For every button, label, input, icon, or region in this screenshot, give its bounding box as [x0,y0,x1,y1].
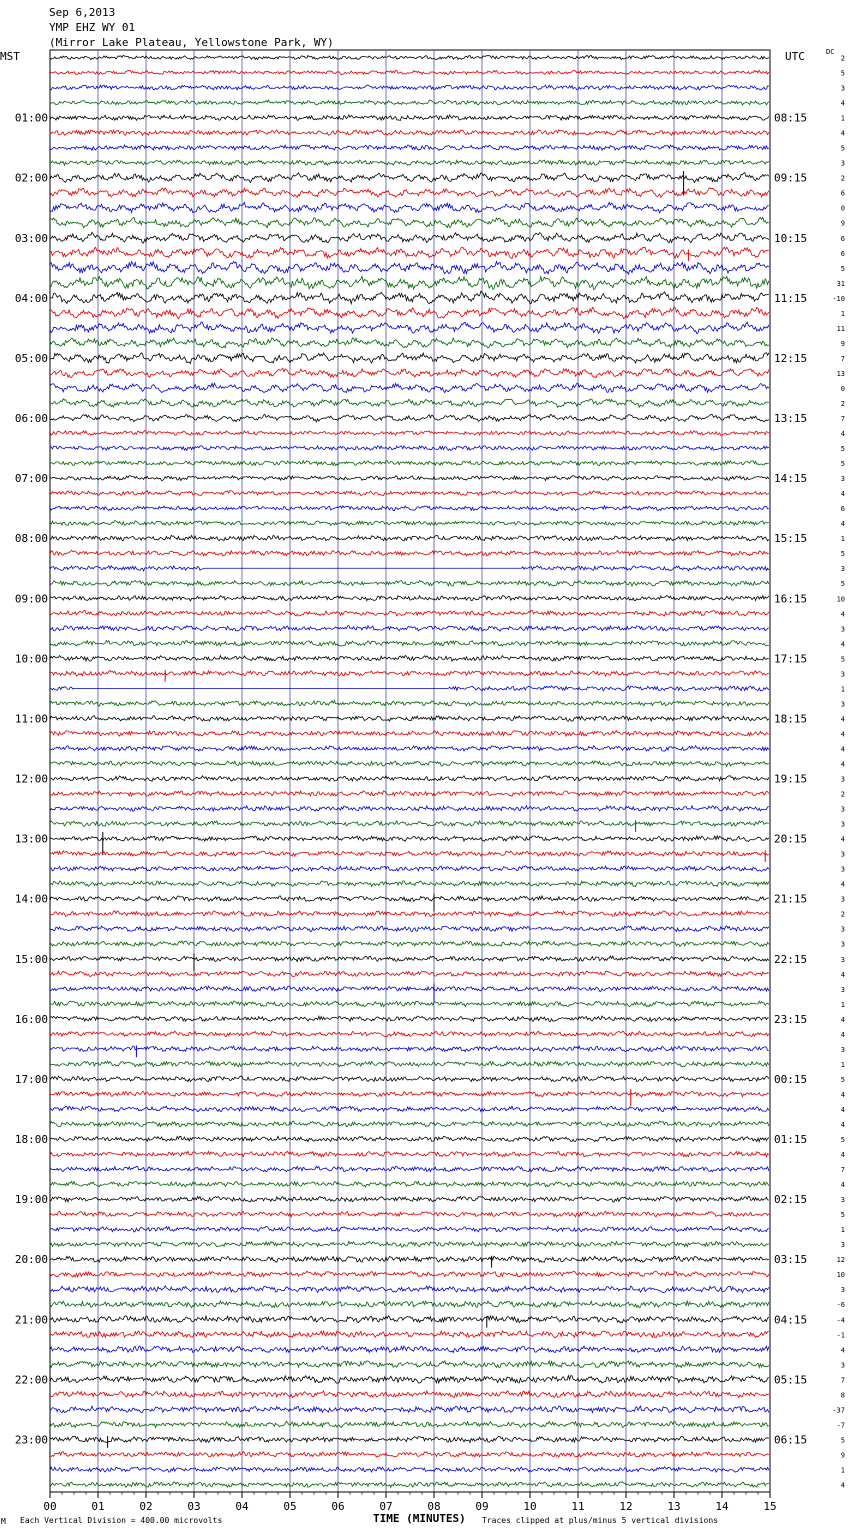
trace-row [50,1467,769,1472]
utc-hour-label: 14:15 [774,472,808,486]
dc-offset-value: 10 [836,1271,845,1280]
utc-hour-label: 10:15 [774,231,808,245]
dc-offset-value: 5 [840,1436,845,1445]
dc-offset-value: 4 [840,1120,845,1129]
mst-hour-label: 10:00 [14,652,48,666]
trace-row [50,399,769,407]
trace-row [50,307,769,319]
dc-offset-value: 8 [840,1391,845,1400]
trace-row [50,701,769,707]
trace-row [50,1016,769,1022]
trace-row [50,1211,769,1217]
utc-hour-label: 00:15 [774,1072,808,1086]
dc-offset-value: 2 [840,910,845,919]
dc-offset-value: 4 [840,1015,845,1024]
dc-offset-value: 4 [840,640,845,649]
dc-offset-value: 4 [840,1151,845,1160]
trace-row [50,881,769,887]
axis-labels [15,55,845,1513]
dc-offset-value: 4 [840,1105,845,1114]
dc-offset-value: 4 [840,1481,845,1490]
trace-row [50,1121,769,1127]
dc-offset-value: 3 [840,775,845,784]
trace-row [50,956,769,962]
x-tick-label: 08 [427,1500,441,1513]
dc-offset-value: 4 [840,715,845,724]
dc-offset-value: -4 [836,1316,845,1325]
station-code: YMP EHZ WY 01 [49,21,136,34]
trace-row [50,276,769,289]
trace-row [50,1301,769,1308]
dc-offset-value: 11 [836,324,845,333]
dc-offset-value: 2 [840,790,845,799]
x-tick-label: 10 [523,1500,537,1513]
dc-offset-value: 4 [840,490,845,499]
dc-offset-value: 4 [840,1090,845,1099]
dc-offset-value: 5 [840,580,845,589]
dc-offset-value: 3 [840,850,845,859]
trace-row [50,535,769,541]
trace-row [50,461,769,466]
dc-offset-value: 3 [840,84,845,93]
trace-row [50,1241,769,1247]
x-tick-label: 13 [667,1500,681,1513]
dc-offset-value: 7 [840,354,845,363]
trace-row [50,941,769,947]
dc-offset-value: -37 [832,1406,845,1415]
dc-offset-value: 9 [840,219,845,228]
trace-row [50,383,769,392]
mst-hour-label: 18:00 [14,1133,48,1147]
dc-offset-value: 1 [840,1000,845,1009]
trace-row [50,1196,769,1201]
trace-row [50,640,769,646]
mst-hour-label: 14:00 [14,892,48,906]
corner-mark: M [1,1517,6,1526]
trace-row [50,1076,769,1082]
dc-offset-value: 4 [840,1346,845,1355]
mst-hour-label: 03:00 [14,231,48,245]
utc-hour-label: 16:15 [774,592,808,606]
x-tick-label: 06 [331,1500,345,1513]
dc-offset-value: 3 [840,1045,845,1054]
trace-row [50,70,769,74]
dc-offset-value: 31 [836,279,845,288]
dc-offset-value: 3 [840,1361,845,1370]
trace-row [50,1031,769,1037]
trace-row [50,1331,769,1338]
trace-row [50,446,769,451]
trace-row [50,1136,769,1142]
trace-row [50,1391,769,1398]
dc-offset-value: 1 [840,535,845,544]
dc-offset-value: 7 [840,1376,845,1385]
trace-row [50,671,769,677]
dc-offset-value: 9 [840,339,845,348]
dc-offset-value: 3 [840,925,845,934]
utc-hour-label: 09:15 [774,171,808,185]
dc-offset-value: 0 [840,204,845,213]
x-tick-label: 03 [187,1500,201,1513]
trace-row [50,926,769,932]
mst-hour-label: 15:00 [14,952,48,966]
trace-row [50,806,769,811]
utc-hour-label: 18:15 [774,712,808,726]
dc-offset-value: 5 [840,144,845,153]
station-location: (Mirror Lake Plateau, Yellowstone Park, WY) [49,36,334,49]
trace-row [50,550,769,556]
mst-hour-label: 22:00 [14,1373,48,1387]
x-tick-label: 07 [379,1500,393,1513]
trace-row [50,821,769,826]
utc-hour-label: 23:15 [774,1012,808,1026]
trace-row [50,566,769,571]
trace-row [50,414,769,422]
trace-row [50,1166,769,1172]
utc-hour-label: 19:15 [774,772,808,786]
x-tick-label: 05 [283,1500,297,1513]
trace-row [50,232,769,243]
mst-hour-label: 12:00 [14,772,48,786]
x-axis-title: TIME (MINUTES) [373,1512,466,1525]
trace-row [50,776,769,782]
dc-offset-value: 3 [840,1241,845,1250]
trace-row [50,866,769,871]
dc-offset-value: 4 [840,520,845,529]
mst-hour-label: 20:00 [14,1253,48,1267]
utc-hour-label: 05:15 [774,1373,808,1387]
dc-offset-value: 5 [840,1136,845,1145]
trace-row [50,85,769,90]
dc-offset-value: 5 [840,1075,845,1084]
utc-hour-label: 02:15 [774,1193,808,1207]
x-tick-label: 12 [619,1500,633,1513]
utc-hour-label: 20:15 [774,832,808,846]
dc-offset-value: 4 [840,745,845,754]
trace-row [50,746,769,751]
mst-hour-label: 05:00 [14,351,48,365]
trace-row [50,581,769,587]
trace-row [50,791,769,796]
dc-offset-value: 6 [840,249,845,258]
dc-offset-value: 5 [840,655,845,664]
trace-row [50,291,769,303]
trace-row [50,145,769,150]
utc-hour-label: 04:15 [774,1313,808,1327]
dc-offset-value: 1 [840,309,845,318]
scale-note: Each Vertical Division = 400.00 microvolts [20,1516,223,1525]
trace-row [50,896,769,902]
trace-row [50,596,769,601]
trace-row [50,1482,769,1488]
dc-offset-value: 9 [840,1451,845,1460]
left-timezone-label: MST [0,50,20,63]
mst-hour-label: 16:00 [14,1012,48,1026]
trace-row [50,1061,769,1066]
dc-offset-value: 5 [840,445,845,454]
x-tick-label: 02 [139,1500,153,1513]
trace-row [50,851,769,856]
dc-offset-value: 5 [840,460,845,469]
dc-offset-value: 3 [840,625,845,634]
trace-row [50,353,769,364]
trace-row [50,911,769,917]
mst-hour-label: 09:00 [14,592,48,606]
trace-row [50,160,769,165]
trace-row [50,115,769,121]
dc-offset-value: 6 [840,505,845,514]
dc-offset-value: 4 [840,1181,845,1190]
mst-hour-label: 01:00 [14,111,48,125]
dc-offset-value: 5 [840,550,845,559]
trace-row [50,1271,769,1277]
mst-hour-label: 08:00 [14,532,48,546]
trace-row [50,130,769,136]
dc-offset-value: 7 [840,1166,845,1175]
dc-offset-value: 4 [840,835,845,844]
trace-row [50,100,769,105]
mst-hour-label: 06:00 [14,412,48,426]
dc-offset-value: -1 [836,1331,845,1340]
mst-hour-label: 23:00 [14,1433,48,1447]
dc-offset-value: 4 [840,970,845,979]
trace-row [50,202,769,212]
utc-hour-label: 21:15 [774,892,808,906]
trace-row [50,338,769,348]
trace-row [50,1316,769,1323]
right-timezone-label: UTC [785,50,805,63]
dc-offset-value: 4 [840,760,845,769]
trace-row [50,188,769,197]
trace-row [50,1151,769,1157]
trace-row [50,716,769,721]
dc-offset-value: 3 [840,985,845,994]
dc-offset-value: 5 [840,69,845,78]
utc-hour-label: 22:15 [774,952,808,966]
dc-offset-value: 5 [840,264,845,273]
dc-offset-value: 0 [840,384,845,393]
trace-row [50,247,769,258]
seismic-traces [50,55,769,1487]
trace-row [50,731,769,737]
mst-hour-label: 13:00 [14,832,48,846]
trace-row [50,55,769,59]
utc-hour-label: 08:15 [774,111,808,125]
trace-row [50,1346,769,1353]
trace-row [50,626,769,632]
trace-row [50,1421,769,1427]
trace-row [50,836,769,842]
x-tick-label: 00 [43,1500,57,1513]
utc-hour-label: 01:15 [774,1133,808,1147]
trace-row [50,217,769,227]
dc-offset-value: 3 [840,565,845,574]
utc-hour-label: 13:15 [774,412,808,426]
dc-offset-value: 13 [836,369,845,378]
dc-offset-value: 4 [840,430,845,439]
dc-offset-value: -7 [836,1421,845,1430]
dc-offset-value: 3 [840,159,845,168]
dc-offset-value: -10 [832,294,845,303]
dc-offset-value: 7 [840,415,845,424]
trace-row [50,1001,769,1007]
dc-offset-value: 6 [840,234,845,243]
dc-offset-value: 12 [836,1256,845,1265]
dc-offset-value: 3 [840,1286,845,1295]
plot-date: Sep 6,2013 [49,6,116,19]
dc-offset-value: 2 [840,399,845,408]
dc-offset-value: 3 [840,820,845,829]
trace-row [50,476,769,481]
trace-row [50,986,769,991]
dc-offset-value: 2 [840,174,845,183]
dc-offset-value: -6 [836,1301,845,1310]
trace-row [50,971,769,976]
x-tick-label: 09 [475,1500,489,1513]
clip-note: Traces clipped at plus/minus 5 vertical divisions [482,1516,719,1525]
utc-hour-label: 17:15 [774,652,808,666]
dc-offset-value: 4 [840,730,845,739]
trace-row [50,173,769,183]
trace-row [50,1181,769,1187]
trace-row [50,1406,769,1413]
dc-offset-value: 4 [840,610,845,619]
mst-hour-label: 11:00 [14,712,48,726]
trace-row [50,761,769,766]
trace-row [50,261,769,274]
trace-row [50,686,769,691]
dc-offset-value: 1 [840,1226,845,1235]
dc-offset-header: DC [826,48,835,56]
utc-hour-label: 12:15 [774,351,808,365]
dc-offset-value: 4 [840,99,845,108]
x-tick-label: 11 [571,1500,585,1513]
utc-hour-label: 06:15 [774,1433,808,1447]
x-tick-label: 14 [715,1500,729,1513]
dc-offset-value: 3 [840,865,845,874]
utc-hour-label: 15:15 [774,532,808,546]
mst-hour-label: 02:00 [14,171,48,185]
utc-hour-label: 11:15 [774,291,808,305]
dc-offset-value: 3 [840,895,845,904]
trace-row [50,1376,769,1384]
trace-row [50,1361,769,1368]
mst-hour-label: 17:00 [14,1072,48,1086]
dc-offset-value: 3 [840,475,845,484]
trace-row [50,1286,769,1293]
trace-row [50,1106,769,1112]
dc-offset-value: 1 [840,1466,845,1475]
trace-row [50,491,769,496]
dc-offset-value: 6 [840,189,845,198]
dc-offset-value: 3 [840,940,845,949]
dc-offset-value: 2 [840,54,845,63]
dc-offset-value: 4 [840,1030,845,1039]
dc-offset-value: 3 [840,700,845,709]
mst-hour-label: 19:00 [14,1193,48,1207]
dc-offset-value: 3 [840,955,845,964]
dc-offset-value: 1 [840,114,845,123]
x-tick-label: 15 [763,1500,777,1513]
trace-row [50,1091,769,1097]
trace-row [50,1436,769,1442]
trace-row [50,521,769,526]
mst-hour-label: 21:00 [14,1313,48,1327]
trace-row [50,656,769,662]
trace-row [50,1226,769,1232]
dc-offset-value: 4 [840,880,845,889]
dc-offset-value: 3 [840,670,845,679]
dc-offset-value: 1 [840,1060,845,1069]
dc-offset-value: 1 [840,685,845,694]
dc-offset-value: 10 [836,595,845,604]
trace-row [50,430,769,435]
x-tick-label: 01 [91,1500,105,1513]
trace-row [50,322,769,334]
trace-row [50,1046,769,1052]
trace-row [50,368,769,377]
utc-hour-label: 03:15 [774,1253,808,1267]
dc-offset-value: 3 [840,805,845,814]
trace-row [50,506,769,511]
trace-row [50,610,769,616]
dc-offset-value: 4 [840,129,845,138]
mst-hour-label: 04:00 [14,291,48,305]
trace-row [50,1452,769,1458]
mst-hour-label: 07:00 [14,472,48,486]
dc-offset-value: 3 [840,1196,845,1205]
x-tick-label: 04 [235,1500,249,1513]
trace-row [50,1256,769,1262]
dc-offset-value: 5 [840,1211,845,1220]
